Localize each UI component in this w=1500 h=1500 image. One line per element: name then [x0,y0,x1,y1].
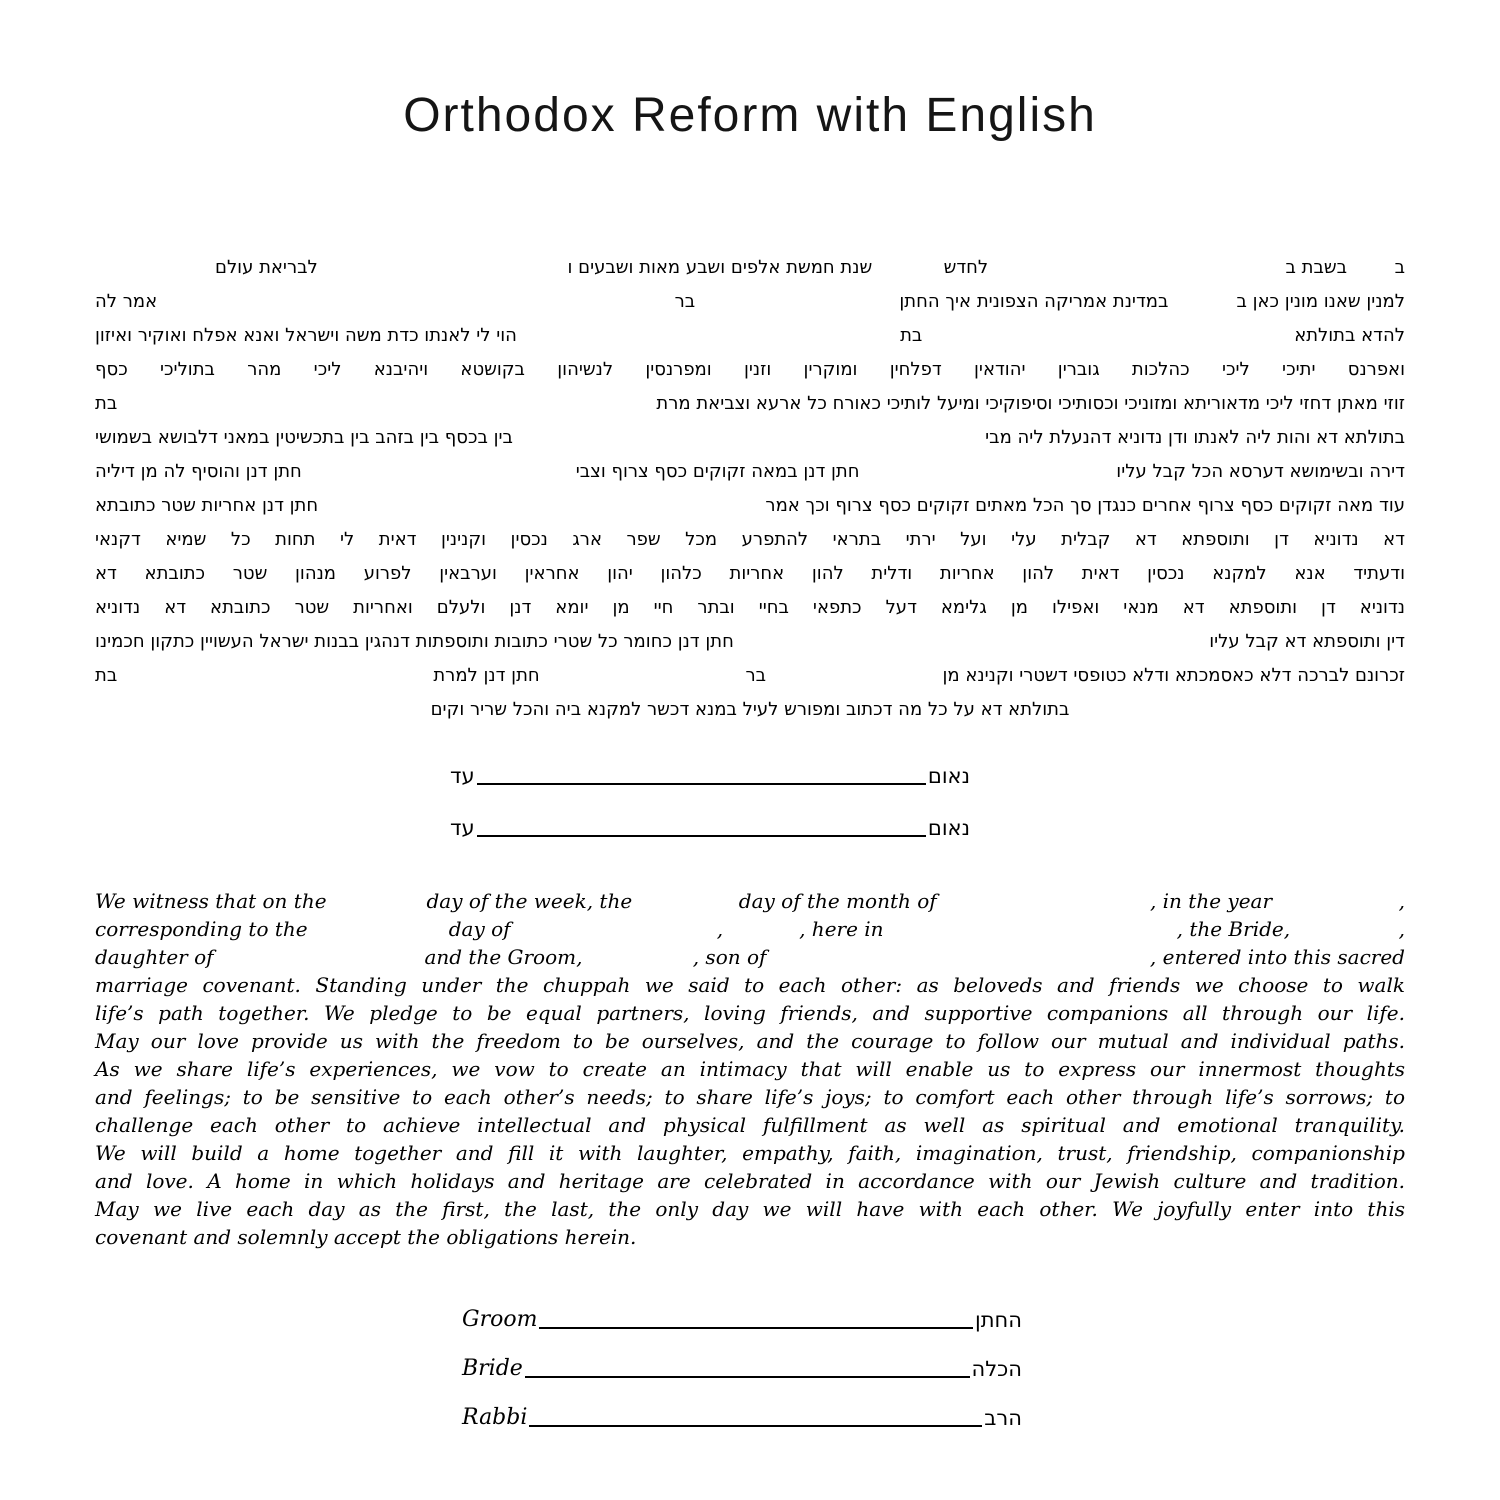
english-line-segment: , here in [799,917,884,941]
hebrew-line [95,319,1405,353]
blank-fill-in-space[interactable] [766,943,1149,971]
witness-naum-label: נאום [927,764,970,788]
blank-fill-in-space[interactable] [766,659,942,693]
english-line [95,915,1405,943]
rabbi-hebrew-label: הרב [984,1406,1022,1430]
hebrew-line: נדוניא דן ותוספתא דא מנאי ואפילו מן גלימא דעל כתפאי בחיי ובתר חיי מן יומא דנן ולעלם ואחריות שטר כתובתא דא נדוניא [95,597,1405,618]
english-line-segment: , entered into this sacred [1149,945,1405,969]
blank-fill-in-space[interactable] [632,887,739,915]
english-line-segment: , son of [692,945,767,969]
blank-fill-in-space[interactable] [884,915,1177,943]
blank-fill-in-space[interactable] [318,489,765,523]
bride-signature-row [462,1354,1022,1384]
english-line-segment: corresponding to the [95,917,308,941]
witness-signature-line[interactable] [477,782,926,785]
english-line-segment: , [716,917,724,941]
hebrew-line-segment: בר [745,665,767,686]
hebrew-line-segment: חתן דנן אחריות שטר כתובתא [95,495,319,516]
hebrew-line-segment: עוד מאה זקוקים כסף צרוף אחרים כנגדן סך הכל מאתים זקוקים כסף צרוף וכך אמר [765,495,1405,516]
hebrew-line-segment: בשבת ב [1285,257,1348,278]
english-line: marriage covenant. Standing under the chuppah we said to each other: as beloveds and friends we choose to walk [95,973,1405,997]
hebrew-line-segment: ב [1394,257,1405,278]
hebrew-line-segment: זכרונם לברכה דלא כאסמכתא ודלא כטופסי דשטרי וקנינא מן [942,665,1405,686]
blank-fill-in-space[interactable] [922,319,1294,353]
page-title: Orthodox Reform with English [403,89,1097,142]
blank-fill-in-space[interactable] [872,251,943,285]
witness-row [450,761,970,791]
hebrew-line-segment: חתן דנן במאה זקוקים כסף צרוף וצבי [575,461,860,482]
blank-fill-in-space[interactable] [157,285,674,319]
english-line [95,887,1405,915]
blank-fill-in-space[interactable] [318,251,568,285]
english-line-segment: daughter of [95,945,214,969]
hebrew-line: ואפרנס יתיכי ליכי כהלכות גוברין יהודאין דפלחין ומוקרין וזנין ומפרנסין לנשיהון בקושטא ויהיבנא ליכי מהר בתוליכי כסף [95,359,1405,380]
hebrew-line-segment: שנת חמשת אלפים ושבע מאות ושבעים ו [567,257,873,278]
rabbi-label: Rabbi [462,1405,528,1430]
blank-fill-in-space[interactable] [214,943,425,971]
hebrew-line: בתולתא דא על כל מה דכתוב ומפורש לעיל במנא דכשר למקנא ביה והכל שריר וקים [430,699,1070,720]
blank-fill-in-space[interactable] [302,455,576,489]
english-line: May we live each day as the first, the last, the only day we will have with each other. We joyfully enter into this [95,1197,1405,1221]
hebrew-line [95,659,1405,693]
english-line: and love. A home in which holidays and heritage are celebrated in accordance with our Jewish culture and tradition. [95,1169,1405,1193]
hebrew-line-segment: בת [95,393,118,414]
hebrew-line-segment: חתן דנן כחומר כל שטרי כתובות ותוספתות דנהגין בבנות ישראל העשויין כתקון חכמינו [95,631,734,652]
blank-fill-in-space[interactable] [540,659,746,693]
witness-signature-line[interactable] [477,834,926,837]
hebrew-line [95,455,1405,489]
hebrew-line: ודעתיד אנא למקנא נכסין דאית להון אחריות ודלית להון אחריות כלהון יהון אחראין וערבאין לפרוע מנהון שטר כתובתא דא [95,563,1405,584]
english-line-segment: We witness that on the [95,889,327,913]
hebrew-line-segment: אמר לה [95,291,158,312]
hebrew-line: דא נדוניא דן ותוספתא דא קבלית עלי ועל ירתי בתראי להתפרע מכל שפר ארג נכסין וקנינין דאית לי תחות כל שמיא דקנאי [95,529,1405,550]
english-covenant-text [95,887,1405,1251]
hebrew-line-segment: דין ותוספתא דא קבל עליו [1209,631,1405,652]
hebrew-line-segment: חתן דנן והוסיף לה מן דיליה [95,461,302,482]
hebrew-line [95,285,1405,319]
blank-fill-in-space[interactable] [937,887,1150,915]
hebrew-line-segment: לחדש [943,257,989,278]
groom-label: Groom [462,1307,538,1332]
hebrew-line-segment: במדינת אמריקה הצפונית איך החתן [899,291,1169,312]
hebrew-line [95,251,1405,285]
rabbi-signature-row [462,1403,1022,1433]
english-line-segment: , the Bride, [1176,917,1291,941]
blank-fill-in-space[interactable] [511,915,717,943]
blank-fill-in-space[interactable] [308,915,449,943]
bride-hebrew-label: הכלה [971,1357,1022,1381]
english-line: life’s path together. We pledge to be equal partners, loving friends, and supportive companions all through our life. [95,1001,1405,1025]
english-line-segment: day of the week, the [426,889,633,913]
english-line-segment: and the Groom, [424,945,583,969]
hebrew-line-segment: למנין שאנו מונין כאן ב [1236,291,1405,312]
hebrew-line-segment: לבריאת עולם [215,257,318,278]
blank-fill-in-space[interactable] [988,251,1285,285]
hebrew-line-segment: דירה ובשימושא דערסא הכל קבל עליו [1116,461,1405,482]
blank-fill-in-space[interactable] [734,625,1209,659]
hebrew-line [95,421,1405,455]
blank-fill-in-space[interactable] [1290,915,1399,943]
rabbi-signature-line[interactable] [529,1424,982,1427]
witness-signature-section [450,761,970,843]
english-line: May our love provide us with the freedom to be ourselves, and the courage to follow our mutual and individual paths. [95,1029,1405,1053]
witness-row [450,813,970,843]
hebrew-line [95,387,1405,421]
english-line: covenant and solemnly accept the obligations herein. [95,1225,637,1249]
blank-fill-in-space[interactable] [517,319,900,353]
hebrew-line-segment: בין בכסף בין בזהב בין בתכשיטין במאני דלבושא בשמושי [95,427,513,448]
blank-fill-in-space[interactable] [860,455,1117,489]
signature-section [462,1305,1022,1433]
blank-fill-in-space[interactable] [1347,251,1395,285]
blank-fill-in-space[interactable] [327,887,427,915]
english-line [95,943,1405,971]
blank-fill-in-space[interactable] [117,387,656,421]
witness-ed-label: עד [450,764,475,788]
blank-fill-in-space[interactable] [117,659,433,693]
blank-fill-in-space[interactable] [695,285,899,319]
hebrew-line-segment: חתן דנן למרת [433,665,540,686]
hebrew-line-segment: בת [900,325,923,346]
english-line-segment: , in the year [1149,889,1273,913]
hebrew-line-segment: בת [95,665,118,686]
groom-signature-row [462,1305,1022,1335]
blank-fill-in-space[interactable] [1168,285,1236,319]
witness-naum-label: נאום [927,816,970,840]
hebrew-line [95,489,1405,523]
hebrew-line-segment: להדא בתולתא [1294,325,1405,346]
bride-signature-line[interactable] [525,1375,970,1378]
hebrew-line-segment: בתולתא דא והות ליה לאנתו ודן נדוניא דהנעלת ליה מבי [985,427,1405,448]
english-line: and feelings; to be sensitive to each other’s needs; to share life’s joys; to comfort each other through life’s sorrows; to [95,1085,1405,1109]
english-line: We will build a home together and fill it with laughter, empathy, faith, imagination, trust, friendship, companionship [95,1141,1405,1165]
english-line: As we share life’s experiences, we vow to create an intimacy that will enable us to express our innermost thoughts [95,1057,1405,1081]
bride-label: Bride [462,1356,523,1381]
hebrew-line [95,625,1405,659]
blank-fill-in-space[interactable] [513,421,985,455]
blank-fill-in-space[interactable] [723,915,799,943]
groom-signature-line[interactable] [539,1326,973,1329]
hebrew-line-segment: הוי לי לאנתו כדת משה וישראל ואנא אפלח ואוקיר ואיזון [95,325,517,346]
hebrew-line-segment: זוזי מאתן דחזי ליכי מדאוריתא ומזוניכי וכסותיכי וסיפוקיכי ומיעל לותיכי כאורח כל ארעא וצביאת מרת [656,393,1405,414]
groom-hebrew-label: החתן [975,1308,1022,1332]
blank-fill-in-space[interactable] [582,943,692,971]
english-line-segment: day of the month of [738,889,937,913]
blank-fill-in-space[interactable] [1272,887,1399,915]
english-line: challenge each other to achieve intellectual and physical fulfillment as well as spiritual and emotional tranquility. [95,1113,1405,1137]
ketubah-document [0,88,1500,1500]
hebrew-contract-text [95,251,1405,727]
english-line-segment: day of [448,917,511,941]
english-line-segment: , [1398,917,1405,941]
english-line-segment: , [1398,889,1405,913]
witness-ed-label: עד [450,816,475,840]
hebrew-line-segment: בר [674,291,696,312]
